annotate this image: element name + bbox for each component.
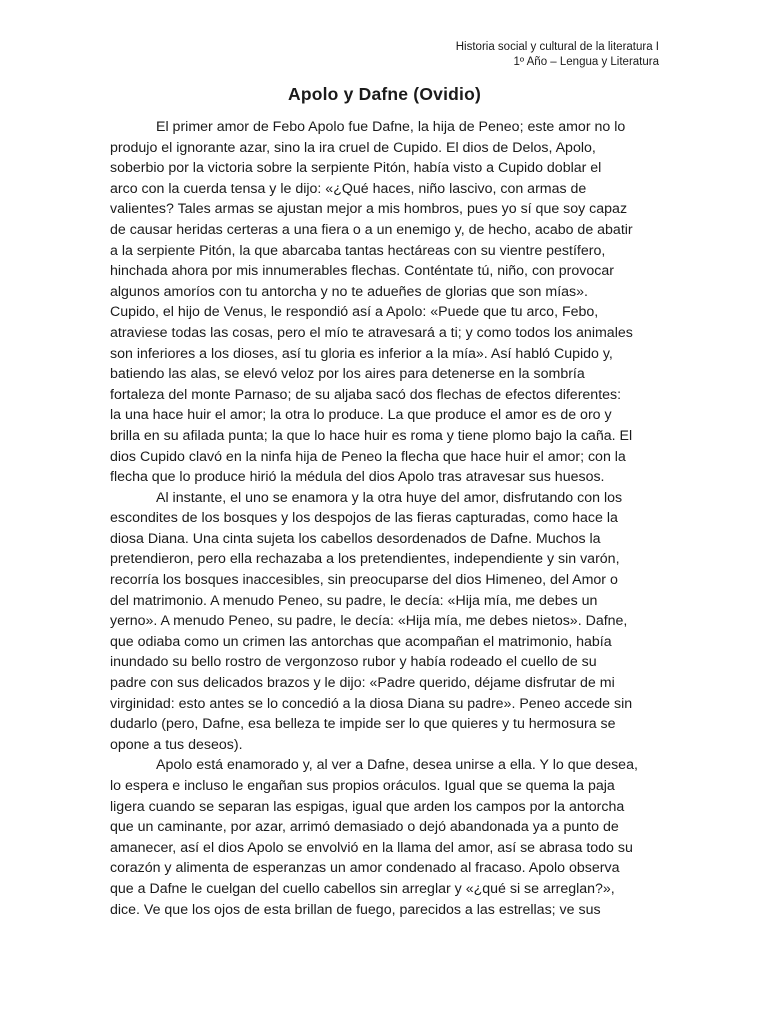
text-line: dudarlo (pero, Dafne, esa belleza te impide ser lo que quieres y tu hermosura se bbox=[110, 716, 616, 733]
paragraph bbox=[110, 117, 659, 488]
text-line: arco con la cuerda tensa y le dijo: «¿Qué haces, niño lascivo, con armas de bbox=[110, 180, 587, 197]
text-line: valientes? Tales armas se ajustan mejor a mis hombros, pues yo sí que soy capaz bbox=[110, 201, 628, 218]
text-line: Cupido, el hijo de Venus, le respondió así a Apolo: «Puede que tu arco, Febo, bbox=[110, 304, 599, 321]
text-line: lo espera e incluso le engañan sus propios oráculos. Igual que se quema la paja bbox=[110, 778, 615, 794]
text-line: virginidad: esto antes se lo concedió a la diosa Diana su padre». Peneo accede sin bbox=[110, 695, 633, 712]
text-line: hinchada ahora por mis innumerables flechas. Conténtate tú, niño, con provocar bbox=[110, 263, 614, 280]
text-line: flecha que lo produce hirió la médula del dios Apolo tras atravesar sus huesos. bbox=[110, 469, 605, 486]
paragraph bbox=[110, 488, 659, 756]
text-line: padre con sus delicados brazos y le dijo: «Padre querido, déjame disfrutar de mi bbox=[110, 675, 615, 692]
text-line: que odiaba como un crimen las antorchas que acompañan el matrimonio, había bbox=[110, 633, 612, 650]
header-year: 1º Año – Lengua y Literatura bbox=[513, 56, 659, 68]
text-line: yerno». A menudo Peneo, su padre, le decía: «Hija mía, me debes nietos». Dafne, bbox=[110, 613, 628, 630]
document-title: Apolo y Dafne (Ovidio) bbox=[287, 84, 481, 104]
document-body bbox=[110, 117, 659, 920]
text-line: escondites de los bosques y los despojos de las fieras capturadas, como hace la bbox=[110, 510, 618, 527]
text-line: produjo el ignorante azar, sino la ira cruel de Cupido. El dios de Delos, Apolo, bbox=[110, 139, 596, 156]
text-line: Al instante, el uno se enamora y la otra huye del amor, disfrutando con los bbox=[156, 489, 623, 506]
text-line: brilla en su afilada punta; la que lo hace huir es roma y tiene plomo bajo la caña. El bbox=[110, 427, 633, 444]
text-line: recorría los bosques inaccesibles, sin preocuparse del dios Himeneo, del Amor o bbox=[110, 572, 618, 589]
text-line: El primer amor de Febo Apolo fue Dafne, la hija de Peneo; este amor no lo bbox=[156, 119, 626, 135]
text-line: Apolo está enamorado y, al ver a Dafne, desea unirse a ella. Y lo que desea, bbox=[156, 757, 638, 774]
text-line: dice. Ve que los ojos de esta brillan de fuego, parecidos a las estrellas; ve sus bbox=[110, 901, 601, 918]
text-line: soberbio por la victoria sobre la serpiente Pitón, había visto a Cupido doblar el bbox=[110, 160, 602, 177]
text-line: opone a tus deseos). bbox=[110, 736, 243, 753]
text-line: fortaleza del monte Parnaso; de su aljaba sacó dos flechas de efectos diferentes: bbox=[110, 386, 622, 403]
text-line: atraviese todas las cosas, pero el mío te atravesará a ti; y como todos los animales bbox=[110, 324, 633, 341]
text-line: a la serpiente Pitón, la que abarcaba tantas hectáreas con su vientre pestífero, bbox=[110, 242, 606, 259]
text-line: amanecer, así el dios Apolo se envolvió en la llama del amor, así se abrasa todo su bbox=[110, 839, 633, 856]
paragraph bbox=[110, 755, 659, 920]
document-header bbox=[110, 40, 659, 70]
text-line: que a Dafne le cuelgan del cuello cabellos sin arreglar y «¿qué si se arreglan?», bbox=[110, 880, 615, 897]
text-line: batiendo las alas, se elevó veloz por los aires para detenerse en la sombría bbox=[110, 366, 585, 383]
text-line: del matrimonio. A menudo Peneo, su padre, le decía: «Hija mía, me debes un bbox=[110, 592, 598, 609]
text-line: la una hace huir el amor; la otra lo produce. La que produce el amor es de oro y bbox=[110, 407, 612, 424]
header-course: Historia social y cultural de la literatura I bbox=[455, 41, 659, 53]
text-line: corazón y alimenta de esperanzas un amor condenado al fracaso. Apolo observa bbox=[110, 860, 620, 877]
text-line: son inferiores a los dioses, así tu gloria es inferior a la mía». Así habló Cupido y, bbox=[110, 345, 613, 362]
document-page bbox=[110, 40, 659, 920]
text-line: inundado su bello rostro de vergonzoso rubor y había rodeado el cuello de su bbox=[110, 654, 597, 671]
text-line: de causar heridas certeras a una fiera o a un enemigo y, de hecho, acabo de abatir bbox=[110, 221, 633, 238]
text-line: dios Cupido clavó en la ninfa hija de Peneo la flecha que hace huir el amor; con la bbox=[110, 448, 626, 465]
text-line: diosa Diana. Una cinta sujeta los cabellos desordenados de Dafne. Muchos la bbox=[110, 530, 601, 547]
text-line: algunos amoríos con tu antorcha y no te adueñes de glorias que son mías». bbox=[110, 283, 588, 300]
text-line: pretendieron, pero ella rechazaba a los pretendientes, independiente y sin varón, bbox=[110, 551, 620, 568]
text-line: que un caminante, por azar, arrimó demasiado o dejó abandonada ya a punto de bbox=[110, 819, 619, 836]
text-line: ligera cuando se separan las espigas, igual que arden los campos por la antorcha bbox=[110, 798, 625, 815]
